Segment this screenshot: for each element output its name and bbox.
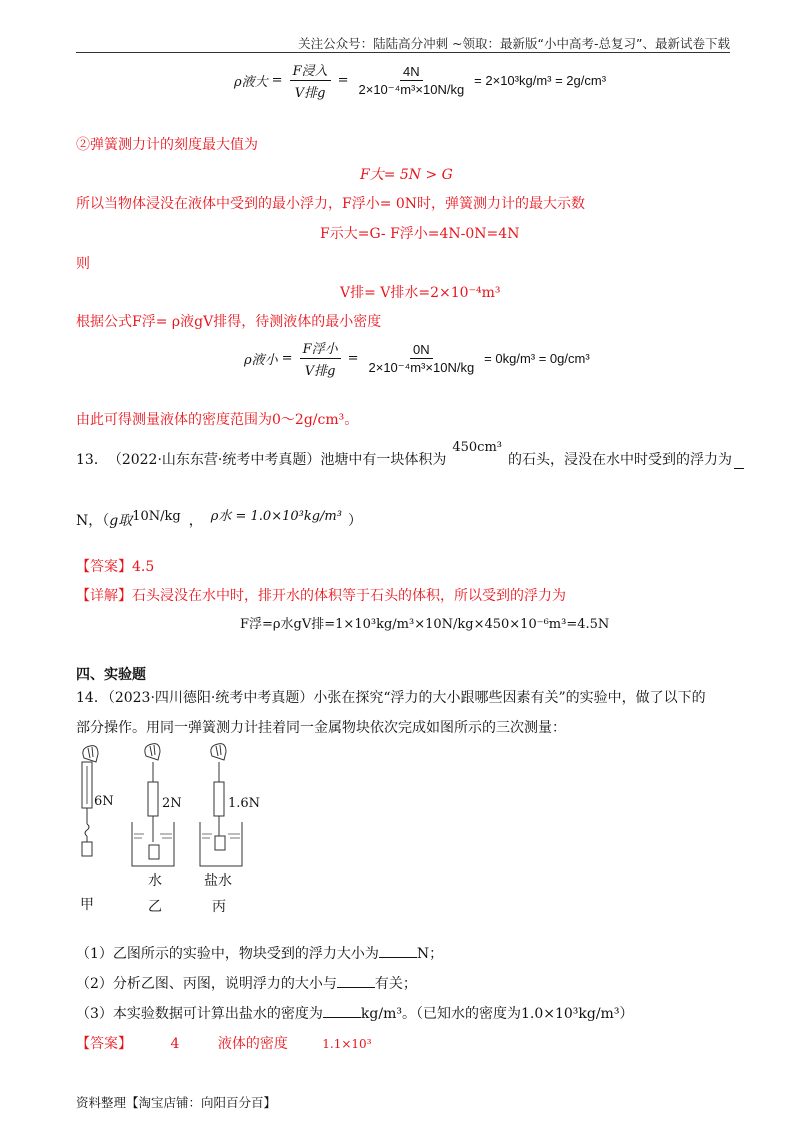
block-c	[215, 836, 225, 850]
header-divider	[76, 52, 730, 53]
spring-scale-c	[214, 782, 224, 816]
q13-answer-label: 【答案】	[76, 559, 132, 575]
page-footer: 资料整理【淘宝店铺：向阳百分百】	[76, 1095, 277, 1110]
figure-label-b: 乙	[148, 899, 162, 915]
formula2-den2: 2×10⁻⁴m³×10N/kg	[368, 359, 475, 375]
part2-eq1: F大= 5N > G	[360, 167, 453, 183]
q13-rho: ρ水 = 1.0×10³kg/m³	[210, 509, 342, 524]
reading-b: 2N	[162, 796, 182, 811]
q13-detail-label: 【详解】	[76, 588, 132, 604]
q13-answer-value: 4.5	[132, 559, 155, 575]
q14-sub1	[76, 943, 443, 963]
formula2-num2: 0N	[410, 342, 433, 359]
formula2-den: V排g	[304, 364, 336, 379]
q14-figure-drawing	[72, 742, 292, 917]
hand-icon-b	[145, 744, 160, 760]
liquid-label-b: 水	[148, 873, 162, 889]
q13-detail	[76, 585, 566, 605]
block-a	[82, 842, 92, 856]
formula1-den: V排g	[294, 86, 326, 101]
q14-answer-label: 【答案】	[76, 1036, 132, 1052]
q13-line1	[76, 440, 744, 469]
q14-answer3: 1.1×10³	[322, 1037, 372, 1051]
q13-text-after: 的石头，浸没在水中时受到的浮力为	[508, 452, 732, 468]
q14-number: 14．	[76, 690, 108, 706]
q13-detail-formula: F浮=ρ水gV排=1×10³kg/m³×10N/kg×450×10⁻⁶m³=4.5N	[240, 617, 610, 632]
q14-figure	[72, 742, 292, 917]
part2-then: 则	[76, 256, 90, 272]
q14-answer2: 液体的密度	[217, 1036, 288, 1052]
part2-line3: 根据公式F浮= ρ液gV排得，待测液体的最小密度	[76, 314, 382, 330]
q14-sub2	[76, 973, 417, 993]
spring-scale-b	[148, 782, 158, 816]
q14-sub1-blank[interactable]	[379, 957, 417, 958]
q13-line2-end: ）	[347, 513, 362, 529]
q13-detail-text: 石头浸没在水中时，排开水的体积等于石头的体积，所以受到的浮力为	[132, 588, 566, 604]
part2-line2: 所以当物体浸没在液体中受到的最小浮力，F浮小= 0N时，弹簧测力计的最大示数	[76, 196, 586, 212]
reading-a: 6N	[94, 794, 114, 809]
q14-sub2-text: （2）分析乙图、丙图，说明浮力的大小与	[76, 976, 337, 992]
q13-volume: 450cm³	[452, 440, 502, 455]
formula1-den2: 2×10⁻⁴m³×10N/kg	[358, 81, 465, 97]
q13-source: （2022·山东东营·统考中考真题）池塘中有一块体积为	[107, 452, 447, 468]
formula1-num2: 4N	[400, 64, 423, 81]
figure-label-a: 甲	[80, 897, 94, 913]
q14-line1	[76, 687, 706, 707]
q14-sub3	[76, 1003, 633, 1023]
formula1-num: F浸入	[290, 60, 331, 81]
q14-answer1: 4	[170, 1036, 180, 1052]
part2-conclusion: 由此可得测量液体的密度范围为0～2g/cm³。	[76, 412, 359, 428]
part2-eq2: F示大=G- F浮小=4N-0N=4N	[320, 226, 520, 242]
q14-sub3-text: （3）本实验数据可计算出盐水的密度为	[76, 1006, 323, 1022]
q13-number: 13．	[76, 452, 108, 468]
formula1-result: = 2×10³kg/m³ = 2g/cm³	[474, 73, 607, 88]
formula-min-density: ρ液小 = $\frac{\text{F浮小}}{\text{V排g}}$ = $\frac{0N}{\text{2×10⁻⁴m³×10N/kg}}$ = 0kg/m³ = 0g/cm³	[244, 338, 590, 379]
q13-g-label: g取	[109, 513, 133, 529]
q14-answers	[76, 1033, 372, 1053]
q14-sub3-blank[interactable]	[323, 1017, 361, 1018]
part2-eq3: V排= V排水=2×10⁻⁴m³	[340, 285, 501, 301]
formula2-lhs: ρ液小	[244, 353, 278, 368]
formula-max-density: ρ液大 = $\frac{\text{F浸入}}{\text{V排g}}$ = $\frac{4N}{\text{2×10⁻⁴m³×10N/kg}}$ = 2×10³kg/m³ = 2g/cm³	[234, 60, 606, 101]
q13-g-value: 10N/kg	[132, 509, 181, 524]
q14-sub2-end: 有关；	[374, 976, 417, 992]
q14-sub2-blank[interactable]	[337, 987, 375, 988]
q13-line2: N，（ g取 10N/kg ， ρ水 = 1.0×10³kg/m³ ）	[76, 510, 362, 530]
page-header: 关注公众号：陆陆高分冲刺 ~领取：最新版“小中高考-总复习”、最新试卷下载	[298, 36, 730, 51]
q14-text1: （2023·四川德阳·统考中考真题）小张在探究“浮力的大小跟哪些因素有关”的实验中，做了以下的	[107, 690, 706, 706]
formula2-num: F浮小	[300, 338, 341, 359]
q13-answer	[76, 556, 154, 576]
q14-sub1-unit: N；	[416, 946, 444, 962]
section-experiments-title: 四、实验题	[76, 667, 146, 683]
q14-sub3-end: kg/m³。（已知水的密度为1.0×10³kg/m³）	[360, 1006, 634, 1022]
hand-icon-c	[211, 744, 226, 760]
formula2-result: = 0kg/m³ = 0g/cm³	[484, 351, 590, 366]
q14-line2: 部分操作。用同一弹簧测力计挂着同一金属物块依次完成如图所示的三次测量：	[76, 720, 566, 736]
part2-line1: ②弹簧测力计的刻度最大值为	[76, 137, 258, 153]
figure-label-c: 丙	[212, 899, 226, 915]
q14-sub1-text: （1）乙图所示的实验中，物块受到的浮力大小为	[76, 946, 379, 962]
reading-c: 1.6N	[228, 796, 261, 811]
block-b	[149, 845, 159, 859]
q13-line2-start: N，（	[76, 513, 110, 529]
hand-icon-a	[83, 746, 98, 762]
q13-answer-blank[interactable]	[734, 468, 744, 469]
formula1-lhs: ρ液大	[234, 75, 268, 90]
liquid-label-c: 盐水	[204, 873, 232, 889]
